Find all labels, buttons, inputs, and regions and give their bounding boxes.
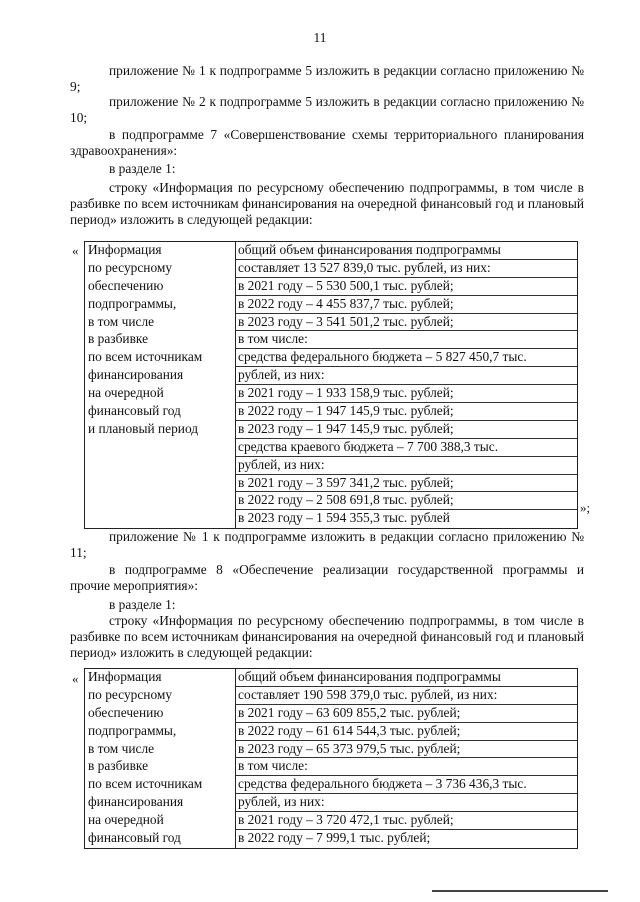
value-line: в 2022 году – 7 999,1 тыс. рублей; <box>238 830 431 846</box>
value-line: средства федерального бюджета – 5 827 450,7 тыс. <box>236 349 577 367</box>
paragraph-appendix-1-sub5: приложение № 1 к подпрограмме 5 изложить в редакции согласно приложению № 9; <box>70 63 584 94</box>
table1-left-cell <box>85 242 236 529</box>
table2-right-cell <box>236 669 578 849</box>
value-line: в 2022 году – 4 455 837,7 тыс. рублей; <box>236 296 577 314</box>
value-line: рублей, из них: <box>236 457 577 475</box>
paragraph-subprogram-7: в подпрограмме 7 «Совершенствование схемы территориального планирования здравоохранения»: <box>70 127 584 158</box>
value-line: в 2022 году – 2 508 691,8 тыс. рублей; <box>236 492 577 510</box>
value-line: общий объем финансирования подпрограммы <box>236 669 577 687</box>
page-number: 11 <box>313 30 327 45</box>
value-line: в том числе: <box>236 331 577 349</box>
value-line: рублей, из них: <box>236 367 577 385</box>
label-line: обеспечению <box>88 704 164 720</box>
label-line: подпрограммы, <box>88 722 177 738</box>
paragraph-subprogram-8: в подпрограмме 8 «Обеспечение реализации государственной программы и прочие мероприятия»: <box>70 562 584 593</box>
label-line: по всем источникам <box>88 349 203 365</box>
value-line: средства краевого бюджета – 7 700 388,3 тыс. <box>236 439 577 457</box>
value-line: в 2021 году – 3 597 341,2 тыс. рублей; <box>236 475 577 493</box>
value-line: в 2021 году – 1 933 158,9 тыс. рублей; <box>236 385 577 403</box>
value-line: в 2023 году – 1 947 145,9 тыс. рублей; <box>236 421 577 439</box>
label-line: финансовый год <box>88 830 181 846</box>
label-line: на очередной <box>88 385 164 401</box>
label-line: по всем источникам <box>88 776 203 792</box>
resource-table-1 <box>84 241 578 529</box>
paragraph-row-statement-b: строку «Информация по ресурсному обеспечению подпрограммы, в том числе в разбивке по всем источникам финансирования на очередной финансовый год и плановый период» изложить в следующей редакции: <box>70 613 584 660</box>
paragraph-section-1-b: в разделе 1: <box>109 597 176 612</box>
label-line: финансирования <box>88 367 184 383</box>
value-line: в 2023 году – 65 373 979,5 тыс. рублей; <box>236 741 577 759</box>
value-line: составляет 13 527 839,0 тыс. рублей, из них: <box>236 260 577 278</box>
label-line: по ресурсному <box>88 686 173 702</box>
label-line: в том числе <box>88 740 155 756</box>
value-line: в 2021 году – 63 609 855,2 тыс. рублей; <box>236 705 577 723</box>
table2-left-cell <box>85 669 236 849</box>
value-line: рублей, из них: <box>236 794 577 812</box>
label-line: Информация <box>88 669 162 684</box>
label-line: финансовый год <box>88 403 181 419</box>
label-line: Информация <box>88 242 162 257</box>
paragraph-appendix-2-sub5: приложение № 2 к подпрограмме 5 изложить в редакции согласно приложению № 10; <box>70 94 584 125</box>
value-line: в 2023 году – 3 541 501,2 тыс. рублей; <box>236 314 577 332</box>
value-line: в 2021 году – 5 530 500,1 тыс. рублей; <box>236 278 577 296</box>
bottom-rule <box>432 890 608 892</box>
paragraph-section-1-a: в разделе 1: <box>109 161 176 176</box>
label-line: по ресурсному <box>88 259 173 275</box>
value-line: в том числе: <box>236 758 577 776</box>
label-line: финансирования <box>88 794 184 810</box>
label-line: и плановый период <box>88 420 199 436</box>
label-line: на очередной <box>88 812 164 828</box>
table1-right-cell <box>236 242 578 529</box>
label-line: в разбивке <box>88 758 149 774</box>
paragraph-appendix-1-sub: приложение № 1 к подпрограмме изложить в редакции согласно приложению № 11; <box>70 529 584 560</box>
close-quote-1: »; <box>580 500 591 515</box>
value-line: в 2023 году – 1 594 355,3 тыс. рублей <box>238 510 450 526</box>
label-line: подпрограммы, <box>88 295 177 311</box>
value-line: общий объем финансирования подпрограммы <box>236 242 577 260</box>
label-line: в разбивке <box>88 331 149 347</box>
value-line: средства федерального бюджета – 3 736 436,3 тыс. <box>236 776 577 794</box>
paragraph-row-statement-a: строку «Информация по ресурсному обеспечению подпрограммы, в том числе в разбивке по всем источникам финансирования на очередной финансовый год и плановый период» изложить в следующей редакции: <box>70 180 584 227</box>
value-line: в 2021 году – 3 720 472,1 тыс. рублей; <box>236 812 577 830</box>
open-quote-1: « <box>72 243 79 258</box>
resource-table-2 <box>84 668 578 849</box>
value-line: составляет 190 598 379,0 тыс. рублей, из них: <box>236 687 577 705</box>
value-line: в 2022 году – 1 947 145,9 тыс. рублей; <box>236 403 577 421</box>
value-line: в 2022 году – 61 614 544,3 тыс. рублей; <box>236 723 577 741</box>
label-line: обеспечению <box>88 277 164 293</box>
label-line: в том числе <box>88 313 155 329</box>
open-quote-2: « <box>72 671 79 686</box>
